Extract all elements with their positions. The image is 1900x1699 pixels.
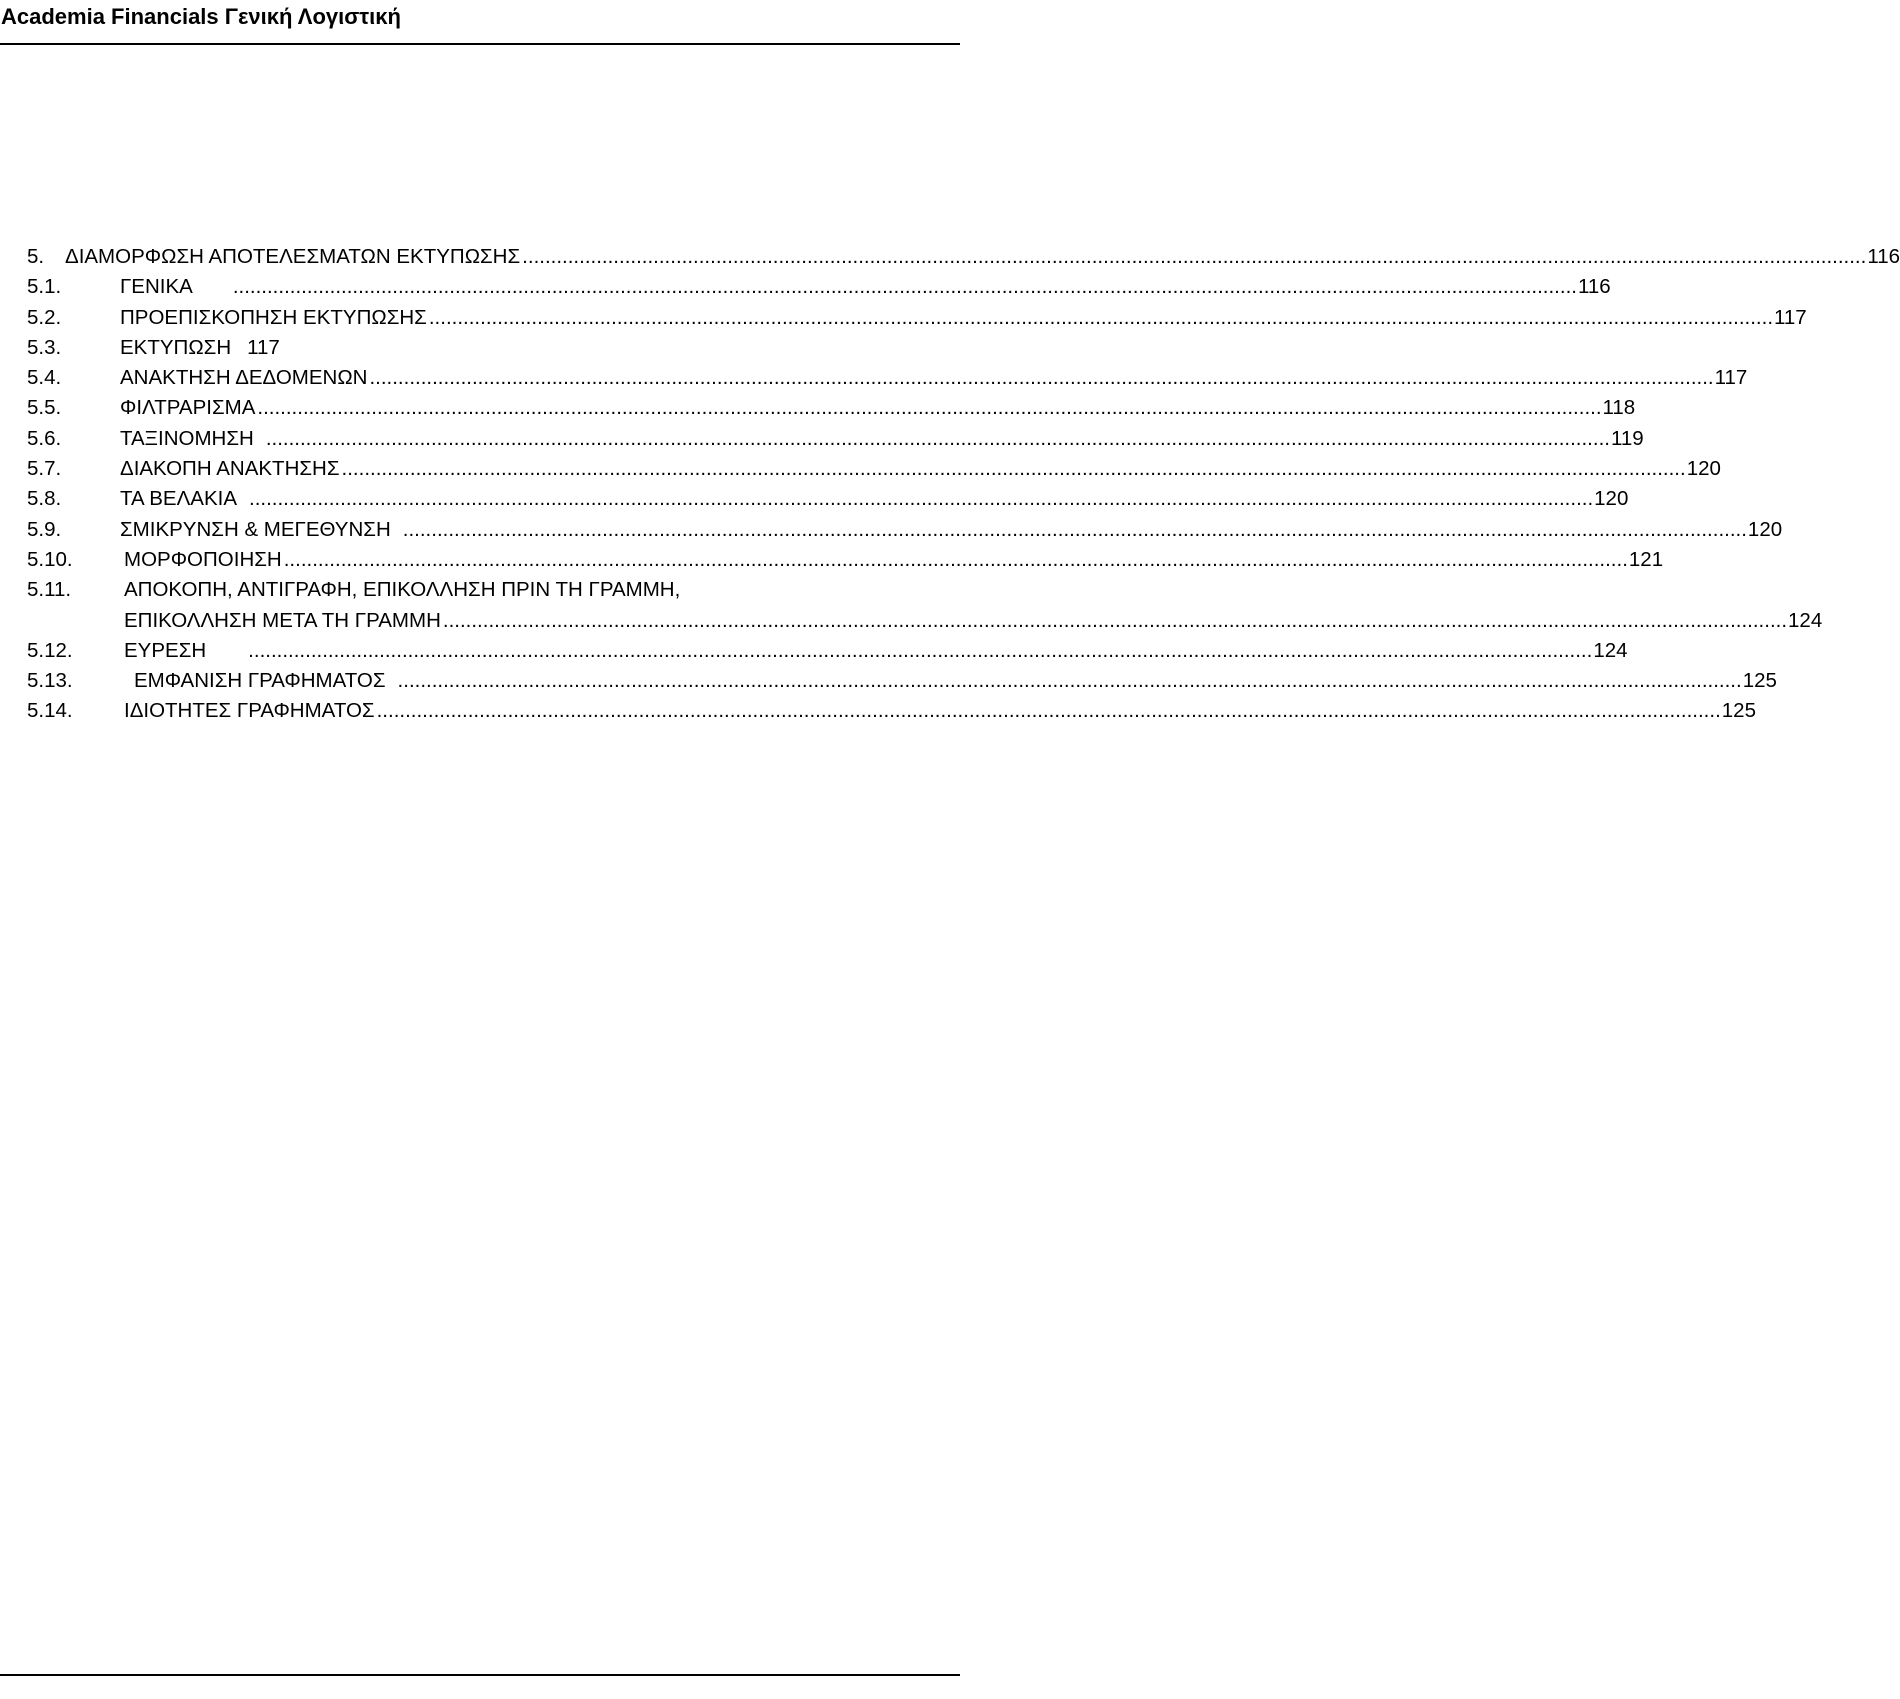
toc-entry-page: 119 <box>1610 426 1644 450</box>
dot-leader <box>233 272 1577 302</box>
toc-entry-5-1[interactable] <box>27 272 1611 302</box>
toc-entry-number: 5.4. <box>27 366 62 390</box>
footer-divider <box>0 1674 960 1676</box>
toc-entry-5-9[interactable] <box>27 515 1783 545</box>
dot-leader <box>248 636 1592 666</box>
toc-entry-title: ΤΑΞΙΝΟΜΗΣΗ <box>120 426 254 450</box>
toc-entry-page: 116 <box>1577 275 1611 299</box>
toc-entry-5-2[interactable] <box>27 303 1807 333</box>
toc-entry-number: 5.8. <box>27 487 62 511</box>
toc-entry-number: 5.10. <box>27 547 73 571</box>
toc-entry-5-12[interactable] <box>27 636 1628 666</box>
toc-entry-title: ΑΝΑΚΤΗΣΗ ΔΕΔΟΜΕΝΩΝ <box>120 366 368 390</box>
toc-entry-title: ΣΜΙΚΡΥΝΣΗ & ΜΕΓΕΘΥΝΣΗ <box>120 517 391 541</box>
toc-entry-number: 5. <box>27 245 45 268</box>
toc-entry-5-3[interactable] <box>27 333 953 363</box>
dot-leader <box>342 454 1686 484</box>
toc-entry-page: 120 <box>1686 457 1721 481</box>
dot-leader <box>429 303 1773 333</box>
toc-entry-page: 116 <box>1867 245 1900 268</box>
dot-leader <box>443 606 1787 636</box>
toc-entry-number: 5.12. <box>27 638 73 662</box>
toc-entry-5-13[interactable] <box>27 666 1777 696</box>
toc-entry-page: 117 <box>247 335 280 359</box>
dot-leader <box>257 393 1601 423</box>
toc-entry-title: ΙΔΙΟΤΗΤΕΣ ΓΡΑΦΗΜΑΤΟΣ <box>124 699 375 723</box>
toc-entry-number: 5.11. <box>27 578 72 602</box>
toc-entry-number: 5.3. <box>27 335 62 359</box>
toc-entry-page: 118 <box>1602 396 1636 420</box>
toc-entry-5-6[interactable] <box>27 424 1644 454</box>
toc-entry-5-11[interactable] <box>27 575 1823 636</box>
toc-entry-page: 125 <box>1742 669 1777 693</box>
dot-leader <box>403 515 1747 545</box>
toc-entry-title: ΕΜΦΑΝΙΣΗ ΓΡΑΦΗΜΑΤΟΣ <box>134 669 386 693</box>
toc-entry-page: 120 <box>1747 517 1783 541</box>
toc-entry-page: 125 <box>1721 699 1756 723</box>
toc-entry-title: ΕΚΤΥΠΩΣΗ <box>120 335 232 359</box>
toc-entry-title: ΔΙΑΜΟΡΦΩΣΗ ΑΠΟΤΕΛΕΣΜΑΤΩΝ ΕΚΤΥΠΩΣΗΣ <box>65 245 521 268</box>
toc-entry-title: ΕΥΡΕΣΗ <box>124 638 207 662</box>
toc-entry-title: ΓΕΝΙΚΑ <box>120 275 193 299</box>
toc-entry-number: 5.1. <box>27 275 62 299</box>
toc-entry-number: 5.13. <box>27 669 73 693</box>
toc-entry-title: ΤΑ ΒΕΛΑΚΙΑ <box>120 487 237 511</box>
toc-entry-page: 124 <box>1788 608 1823 632</box>
toc-entry-number: 5.6. <box>27 426 62 450</box>
toc-entry-title-continued: ΕΠΙΚΟΛΛΗΣΗ ΜΕΤΑ ΤΗ ΓΡΑΜΜΗ <box>124 608 441 632</box>
dot-leader <box>284 545 1628 575</box>
toc-entry-5[interactable] <box>27 242 1900 272</box>
toc-entry-5-14[interactable] <box>27 696 1756 726</box>
toc-entry-title: ΑΠΟΚΟΠΗ, ΑΝΤΙΓΡΑΦΗ, ΕΠΙΚΟΛΛΗΣΗ ΠΡΙΝ ΤΗ ΓΡΑΜΜΗ, <box>124 578 681 602</box>
dot-leader <box>369 363 1713 393</box>
toc-entry-page: 120 <box>1594 487 1629 511</box>
toc-entry-title: ΜΟΡΦΟΠΟΙΗΣΗ <box>124 547 282 571</box>
dot-leader <box>377 696 1721 726</box>
toc-entry-number: 5.2. <box>27 305 62 329</box>
dot-leader <box>266 424 1610 454</box>
dot-leader <box>522 242 1866 272</box>
toc-entry-page: 124 <box>1593 638 1628 662</box>
toc-entry-title: ΦΙΛΤΡΑΡΙΣΜΑ <box>120 396 256 420</box>
toc-entry-page: 121 <box>1628 547 1664 571</box>
toc-entry-page: 117 <box>1714 366 1748 390</box>
toc-entry-5-10[interactable] <box>27 545 1664 575</box>
dot-leader <box>398 666 1742 696</box>
toc-entry-number: 5.14. <box>27 699 73 723</box>
toc-entry-title: ΔΙΑΚΟΠΗ ΑΝΑΚΤΗΣΗΣ <box>120 457 340 481</box>
page-header-title: Academia Financials Γενική Λογιστική <box>1 4 401 29</box>
page-header <box>0 0 960 45</box>
toc-entry-number: 5.5. <box>27 396 62 420</box>
toc-entry-5-8[interactable] <box>27 484 1629 514</box>
header-divider <box>0 43 960 45</box>
table-of-contents <box>27 242 1900 727</box>
toc-entry-number: 5.9. <box>27 517 62 541</box>
toc-entry-number: 5.7. <box>27 457 62 481</box>
toc-entry-page: 117 <box>1774 305 1807 329</box>
toc-entry-5-7[interactable] <box>27 454 1721 484</box>
toc-entry-title: ΠΡΟΕΠΙΣΚΟΠΗΣΗ ΕΚΤΥΠΩΣΗΣ <box>120 305 427 329</box>
toc-entry-5-5[interactable] <box>27 393 1636 423</box>
dot-leader <box>249 484 1593 514</box>
toc-entry-5-4[interactable] <box>27 363 1748 393</box>
